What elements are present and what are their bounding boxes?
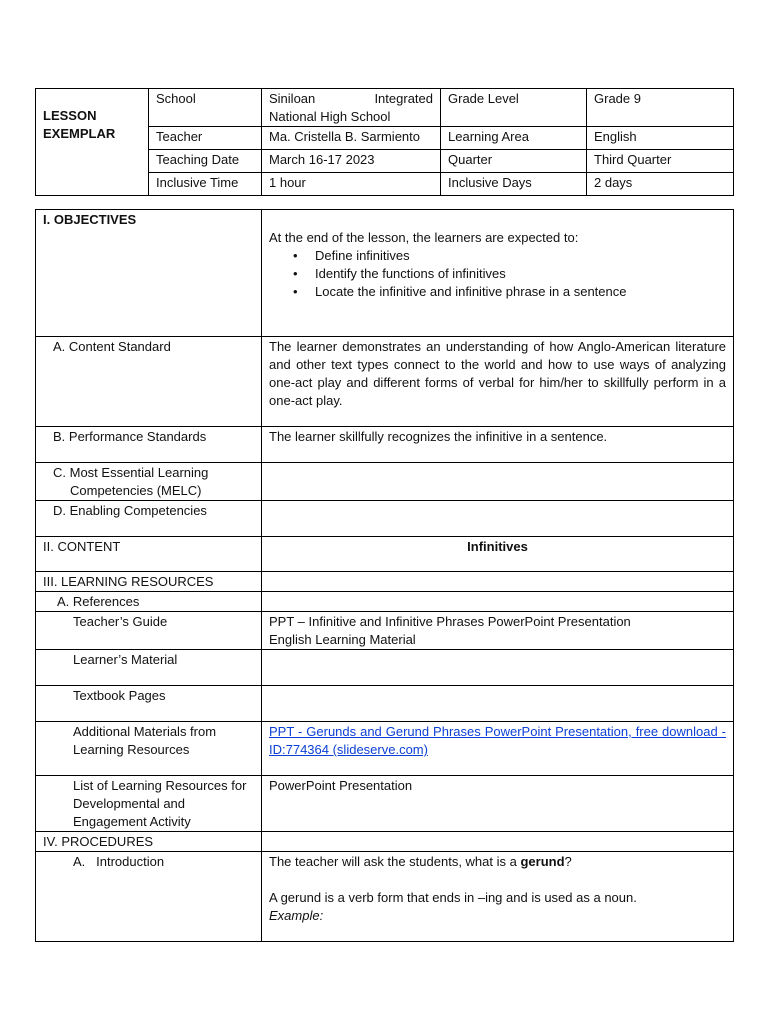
melc-label: C. Most Essential Learning Competencies (MELC) (36, 463, 262, 501)
procedures-row (36, 832, 734, 852)
melc-row (36, 463, 734, 501)
gerund-question: The teacher will ask the students, what is a gerund? (269, 854, 572, 869)
content-row (36, 537, 734, 572)
enabling-label: D. Enabling Competencies (36, 501, 262, 537)
teachers-guide-value: PPT – Infinitive and Infinitive Phrases PowerPoint Presentation English Learning Material (262, 612, 734, 650)
learners-material-label: Learner’s Material (36, 650, 262, 686)
list-resources-value: PowerPoint Presentation (262, 776, 734, 832)
additional-materials-label: Additional Materials from Learning Resources (36, 722, 262, 776)
list-resources-row (36, 776, 734, 832)
grade-level-value: Grade 9 (587, 89, 734, 127)
teachers-guide-row (36, 612, 734, 650)
gerund-definition: A gerund is a verb form that ends in –ing and is used as a noun. (269, 890, 637, 905)
melc-value (262, 463, 734, 501)
inclusive-time-value: 1 hour (262, 173, 441, 196)
objectives-list (269, 247, 726, 301)
content-standard-text: The learner demonstrates an understanding of how Anglo-American literature and other text types connect to the world and how to use ways of analyzing one-act play and different forms of verbal for him/her to skillfully perform in a one-act play. (262, 337, 734, 427)
performance-standards-label: B. Performance Standards (36, 427, 262, 463)
learning-area-label: Learning Area (441, 127, 587, 150)
textbook-pages-label: Textbook Pages (36, 686, 262, 722)
lesson-exemplar-title: LESSON EXEMPLAR (36, 89, 149, 196)
quarter-value: Third Quarter (587, 150, 734, 173)
objectives-intro: At the end of the lesson, the learners are expected to: (269, 230, 579, 245)
introduction-row (36, 852, 734, 942)
teaching-date-value: March 16-17 2023 (262, 150, 441, 173)
content-standard-row (36, 337, 734, 427)
inclusive-time-label: Inclusive Time (149, 173, 262, 196)
lesson-header-table (35, 88, 734, 196)
enabling-value (262, 501, 734, 537)
inclusive-days-label: Inclusive Days (441, 173, 587, 196)
enabling-row (36, 501, 734, 537)
additional-materials-row (36, 722, 734, 776)
introduction-label: A. Introduction (36, 852, 262, 942)
quarter-label: Quarter (441, 150, 587, 173)
example-label: Example: (269, 908, 324, 923)
teacher-label: Teacher (149, 127, 262, 150)
additional-materials-link[interactable]: PPT - Gerunds and Gerund Phrases PowerPoint Presentation, free download - ID:774364 (slideserve.com) (269, 724, 726, 757)
inclusive-days-value: 2 days (587, 173, 734, 196)
references-row (36, 592, 734, 612)
content-label: II. CONTENT (36, 537, 262, 572)
lesson-plan-table (35, 209, 734, 942)
learners-material-row (36, 650, 734, 686)
school-label: School (149, 89, 262, 127)
list-resources-label: List of Learning Resources for Developmental and Engagement Activity (36, 776, 262, 832)
additional-materials-value (262, 722, 734, 776)
teaching-date-label: Teaching Date (149, 150, 262, 173)
grade-level-label: Grade Level (441, 89, 587, 127)
objectives-row (36, 210, 734, 337)
resources-row (36, 572, 734, 592)
content-standard-label: A. Content Standard (36, 337, 262, 427)
teacher-value: Ma. Cristella B. Sarmiento (262, 127, 441, 150)
introduction-cell (262, 852, 734, 942)
objectives-label: I. OBJECTIVES (36, 210, 262, 337)
school-value: Siniloan Integrated National High School (262, 89, 441, 127)
list-item: • Define infinitives (315, 247, 726, 265)
list-item: • Locate the infinitive and infinitive phrase in a sentence (315, 283, 726, 301)
learning-area-value: English (587, 127, 734, 150)
textbook-pages-row (36, 686, 734, 722)
list-item: • Identify the functions of infinitives (315, 265, 726, 283)
procedures-label: IV. PROCEDURES (36, 832, 262, 852)
references-label: A. References (36, 592, 262, 612)
performance-standards-text: The learner skillfully recognizes the infinitive in a sentence. (262, 427, 734, 463)
content-value: Infinitives (262, 537, 734, 572)
learning-resources-label: III. LEARNING RESOURCES (36, 572, 262, 592)
teachers-guide-label: Teacher’s Guide (36, 612, 262, 650)
performance-standards-row (36, 427, 734, 463)
objectives-cell (262, 210, 734, 337)
